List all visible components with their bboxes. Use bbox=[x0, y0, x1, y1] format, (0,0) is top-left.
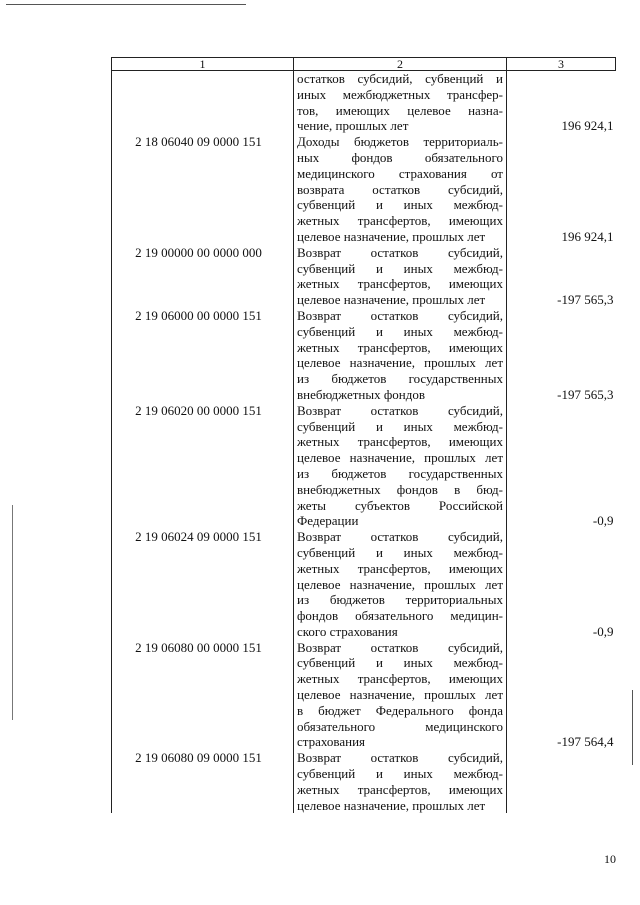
description-line: из бюджетов территориальных bbox=[297, 592, 503, 608]
table-body bbox=[112, 71, 616, 814]
description-line: жетных трансфертов, имеющих bbox=[297, 276, 503, 292]
description-line: жетных трансфертов, имеющих bbox=[297, 339, 503, 355]
description-line: субвенций и иных межбюд- bbox=[297, 655, 503, 671]
amount-value: -0,9 bbox=[592, 623, 614, 639]
table-row bbox=[112, 308, 616, 403]
left-margin-mark bbox=[12, 505, 13, 720]
description-cell bbox=[294, 640, 507, 751]
description-line: Возврат остатков субсидий, bbox=[297, 244, 503, 260]
description-line: Возврат остатков субсидий, bbox=[297, 307, 503, 323]
budget-code: 2 19 06024 09 0000 151 bbox=[112, 529, 294, 640]
description-line: жетных трансфертов, имеющих bbox=[297, 671, 503, 687]
table-row bbox=[112, 403, 616, 529]
table-row bbox=[112, 750, 616, 813]
description-cell bbox=[294, 529, 507, 640]
budget-code: 2 19 00000 00 0000 000 bbox=[112, 245, 294, 308]
amount-value bbox=[507, 750, 616, 813]
description-line: целевое назначение, прошлых лет bbox=[297, 355, 503, 371]
table-row bbox=[112, 134, 616, 245]
description-line: ского страхования bbox=[297, 623, 398, 639]
description-line: медицинского страхования от bbox=[297, 165, 503, 181]
amount-value: 196 924,1 bbox=[561, 118, 614, 134]
right-margin-mark bbox=[632, 690, 633, 765]
description-line: страхования bbox=[297, 734, 366, 750]
description-line: жетных трансфертов, имеющих bbox=[297, 213, 503, 229]
header-row bbox=[112, 58, 616, 71]
amount-value: -197 565,3 bbox=[557, 292, 614, 308]
table-row bbox=[112, 640, 616, 751]
description-line: Федерации bbox=[297, 513, 359, 529]
description-line: субвенций и иных межбюд- bbox=[297, 418, 503, 434]
budget-code: 2 19 06080 09 0000 151 bbox=[112, 750, 294, 813]
description-line: в бюджет Федерального фонда bbox=[297, 702, 503, 718]
description-line: субвенций и иных межбюд- bbox=[297, 260, 503, 276]
budget-code: 2 19 06080 00 0000 151 bbox=[112, 640, 294, 751]
table-row bbox=[112, 529, 616, 640]
description-line: чение, прошлых лет bbox=[297, 118, 409, 134]
description-line: целевое назначение, прошлых лет bbox=[297, 228, 486, 244]
description-line: жетных трансфертов, имеющих bbox=[297, 560, 503, 576]
description-line: Доходы бюджетов территориаль- bbox=[297, 134, 503, 150]
description-line: Возврат остатков субсидий, bbox=[297, 639, 503, 655]
description-line: из бюджетов государственных bbox=[297, 465, 503, 481]
header-col-2: 2 bbox=[294, 58, 507, 71]
description-line: Возврат остатков субсидий, bbox=[297, 750, 503, 766]
description-line: целевое назначение, прошлых лет bbox=[297, 576, 503, 592]
description-line: целевое назначение, прошлых лет bbox=[297, 292, 486, 308]
budget-code: 2 19 06000 00 0000 151 bbox=[112, 308, 294, 403]
description-line: обязательного медицинского bbox=[297, 718, 503, 734]
amount-value: 196 924,1 bbox=[561, 228, 614, 244]
description-line: субвенций и иных межбюд- bbox=[297, 766, 503, 782]
budget-code bbox=[112, 71, 294, 135]
description-line: из бюджетов государственных bbox=[297, 371, 503, 387]
budget-code: 2 19 06020 00 0000 151 bbox=[112, 403, 294, 529]
budget-table bbox=[111, 57, 616, 813]
table-row bbox=[112, 245, 616, 308]
description-cell bbox=[294, 403, 507, 529]
description-line: внебюджетных фондов в бюд- bbox=[297, 481, 503, 497]
description-line: фондов обязательного медицин- bbox=[297, 608, 503, 624]
description-line: Возврат остатков субсидий, bbox=[297, 529, 503, 545]
description-line: ных фондов обязательного bbox=[297, 149, 503, 165]
description-cell bbox=[294, 750, 507, 813]
table-row bbox=[112, 71, 616, 135]
description-line: жетных трансфертов, имеющих bbox=[297, 434, 503, 450]
description-line: жетных трансфертов, имеющих bbox=[297, 781, 503, 797]
description-line: субвенций и иных межбюд- bbox=[297, 197, 503, 213]
description-line: возврата остатков субсидий, bbox=[297, 181, 503, 197]
amount-value: -0,9 bbox=[592, 513, 614, 529]
description-cell bbox=[294, 134, 507, 245]
description-line: целевое назначение, прошлых лет bbox=[297, 687, 503, 703]
description-line: субвенций и иных межбюд- bbox=[297, 544, 503, 560]
amount-value: -197 564,4 bbox=[557, 734, 614, 750]
description-line: жеты субъектов Российской bbox=[297, 497, 503, 513]
header-col-3: 3 bbox=[507, 58, 616, 71]
description-line: субвенций и иных межбюд- bbox=[297, 323, 503, 339]
description-line: целевое назначение, прошлых лет bbox=[297, 797, 486, 813]
description-line: иных межбюджетных трансфер- bbox=[297, 86, 503, 102]
header-col-1: 1 bbox=[112, 58, 294, 71]
description-cell bbox=[294, 71, 507, 135]
description-cell bbox=[294, 245, 507, 308]
description-line: целевое назначение, прошлых лет bbox=[297, 450, 503, 466]
budget-code: 2 18 06040 09 0000 151 bbox=[112, 134, 294, 245]
page-number: 10 bbox=[604, 852, 616, 866]
top-rule bbox=[6, 4, 246, 5]
description-line: тов, имеющих целевое назна- bbox=[297, 102, 503, 118]
description-line: Возврат остатков субсидий, bbox=[297, 402, 503, 418]
amount-value: -197 565,3 bbox=[557, 386, 614, 402]
description-line: остатков субсидий, субвенций и bbox=[297, 71, 503, 86]
description-line: внебюджетных фондов bbox=[297, 386, 425, 402]
description-cell bbox=[294, 308, 507, 403]
